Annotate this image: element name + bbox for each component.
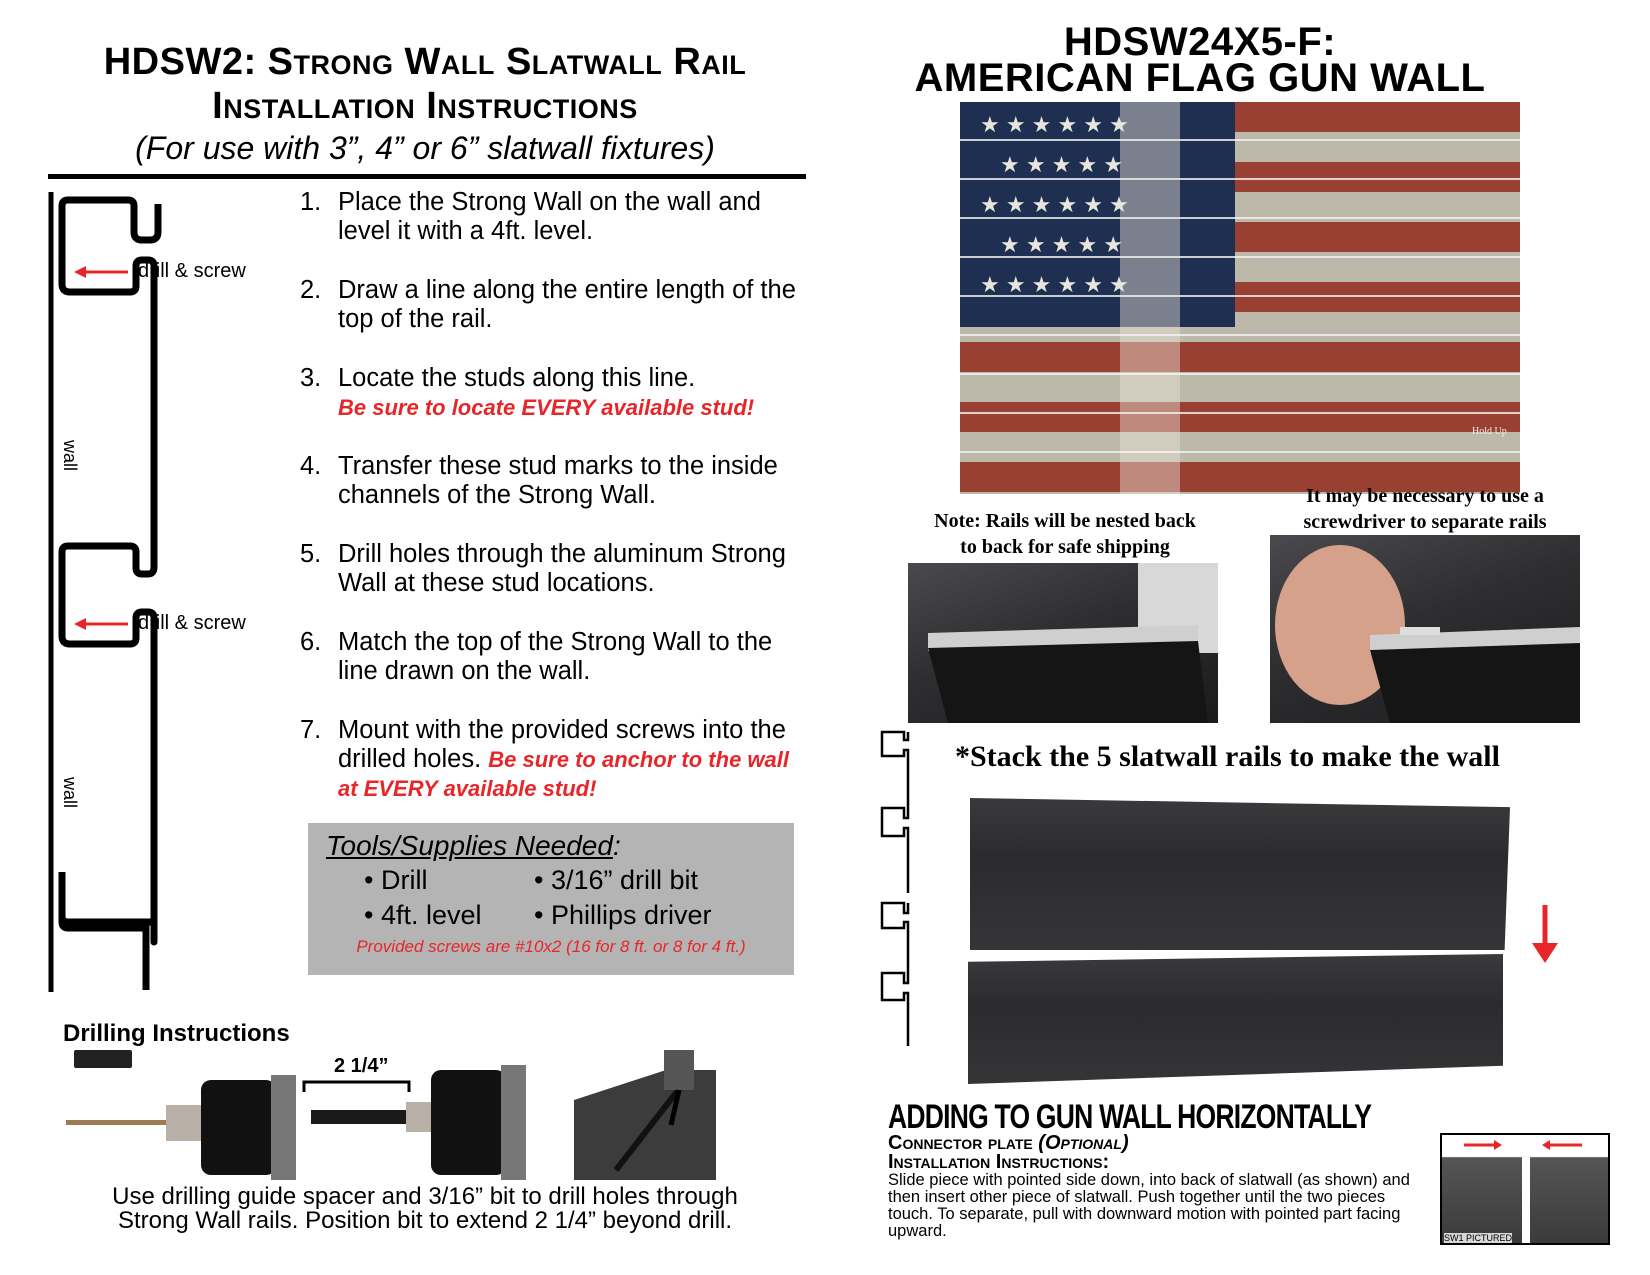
slatwall-rail-top (970, 798, 1510, 950)
step-1 (300, 188, 810, 246)
left-page-subtitle: (For use with 3”, 4” or 6” slatwall fixtures) (135, 130, 715, 166)
stack-rails-instruction: *Stack the 5 slatwall rails to make the wall (955, 740, 1500, 773)
step-3 (300, 364, 810, 422)
step-number: 1. (300, 188, 322, 216)
note-line: Note: Rails will be nested back (934, 510, 1196, 532)
tools-title: Tools/Supplies Needed (326, 830, 613, 861)
rail-cross-section-icon (908, 563, 1218, 723)
step-number: 3. (300, 364, 322, 392)
down-arrow-icon (1530, 905, 1560, 970)
adding-horizontally-title: ADDING TO GUN WALL HORIZONTALLY (888, 1098, 1372, 1136)
drill-illustration-icon (66, 1050, 776, 1185)
connector-plate-thumbnail (1440, 1133, 1610, 1245)
slatwall-rail-bottom (968, 954, 1503, 1084)
tools-title-colon: : (612, 830, 621, 861)
drilling-caption-line-1: Use drilling guide spacer and 3/16” bit to drill holes through (112, 1183, 738, 1210)
step-number: 6. (300, 628, 322, 656)
note-line: to back for safe shipping (960, 536, 1170, 558)
left-page-title (40, 40, 810, 128)
step-text: Transfer these stud marks to the inside channels of the Strong Wall. (338, 452, 778, 509)
product-code: HDSW24X5-F: (1063, 20, 1337, 64)
drilling-photos (66, 1050, 776, 1180)
tool-item: • 4ft. level (364, 900, 482, 930)
step-text: Match the top of the Strong Wall to the line drawn on the wall. (338, 628, 773, 685)
svg-text:★ ★ ★ ★ ★ ★: ★ ★ ★ ★ ★ ★ (980, 112, 1129, 137)
drilling-instructions-title: Drilling Instructions (63, 1020, 290, 1047)
step-text: Locate the studs along this line. (338, 364, 696, 392)
svg-text:★ ★ ★ ★ ★ ★: ★ ★ ★ ★ ★ ★ (980, 192, 1129, 217)
connector-plate-heading (888, 1134, 1129, 1172)
american-flag-gun-wall-image (960, 102, 1520, 494)
step-text-wrap (338, 716, 810, 803)
connector-plate-label: Connector plate (888, 1132, 1033, 1154)
note-line: screwdriver to separate rails (1303, 511, 1547, 533)
tool-item: • Phillips driver (534, 900, 712, 930)
tool-item: • 3/16” drill bit (534, 865, 699, 895)
rail-profile-icon (46, 192, 276, 992)
right-page-title (850, 20, 1550, 100)
svg-text:★ ★ ★ ★ ★: ★ ★ ★ ★ ★ (1000, 152, 1124, 177)
stack-profile-diagram (878, 728, 918, 1048)
optional-label: (Optional) (1038, 1132, 1129, 1154)
svg-text:2 1/4”: 2 1/4” (334, 1055, 389, 1077)
svg-text:Hold Up: Hold Up (1472, 426, 1507, 437)
separate-rails-photo (1270, 535, 1580, 723)
nested-rails-photo (908, 563, 1218, 723)
thumbnail-caption: SW1 PICTURED (1444, 1233, 1513, 1243)
step-warning: Be sure to locate EVERY available stud! (338, 395, 755, 420)
step-2 (300, 276, 810, 334)
rail-profile-diagram (46, 192, 276, 992)
step-6 (300, 628, 810, 686)
installation-instructions-label: Installation Instructions: (888, 1151, 1110, 1173)
step-7 (300, 716, 810, 803)
tool-item: • Drill (364, 865, 428, 895)
wall-label-1: wall (60, 440, 80, 472)
wall-label-2: wall (60, 777, 80, 809)
title-line-1: HDSW2: Strong Wall Slatwall Rail (103, 41, 747, 83)
drilling-caption (40, 1185, 810, 1233)
tools-list (364, 863, 776, 933)
drilling-caption-line-2: Strong Wall rails. Position bit to extend 2 1/4” beyond drill. (117, 1207, 733, 1234)
drill-screw-label-1: drill & screw (138, 260, 246, 282)
step-4 (300, 452, 810, 510)
step-text: Drill holes through the aluminum Strong Wall at these stud locations. (338, 540, 786, 597)
flag-image-icon (960, 102, 1520, 494)
title-divider (48, 174, 806, 179)
svg-text:★ ★ ★ ★ ★: ★ ★ ★ ★ ★ (1000, 232, 1124, 257)
connector-instructions-text: Slide piece with pointed side down, into back of slatwall (as shown) and then insert other piece of slatwall. Push together until the two pieces touch. To separate, pull with downward motion with pointed part facing upward. (888, 1171, 1410, 1240)
screwdriver-separation-icon (1270, 535, 1580, 723)
title-line-2: Installation Instructions (212, 85, 638, 127)
screwdriver-note (1260, 483, 1590, 535)
step-text: Mount with the provided screws into the drilled holes. (338, 716, 786, 773)
step-number: 2. (300, 276, 322, 304)
step-text-wrap (338, 364, 810, 422)
rail-profile-small-icon (878, 728, 918, 1048)
installation-steps (300, 188, 810, 833)
tools-supplies-box (308, 823, 794, 975)
step-number: 7. (300, 716, 322, 744)
drill-screw-label-2: drill & screw (138, 612, 246, 634)
step-text: Draw a line along the entire length of the top of the rail. (338, 276, 796, 333)
step-warning: Be sure to anchor to the wall at EVERY available stud! (338, 747, 789, 801)
product-name: AMERICAN FLAG GUN WALL (914, 56, 1486, 100)
step-text: Place the Strong Wall on the wall and level it with a 4ft. level. (338, 188, 761, 245)
nested-rails-note (900, 508, 1230, 560)
step-5 (300, 540, 810, 598)
connector-arrows-icon (1442, 1135, 1608, 1243)
screws-note: Provided screws are #10x2 (16 for 8 ft. or 8 for 4 ft.) (356, 937, 746, 956)
step-number: 4. (300, 452, 322, 480)
svg-text:★ ★ ★ ★ ★ ★: ★ ★ ★ ★ ★ ★ (980, 272, 1129, 297)
step-number: 5. (300, 540, 322, 568)
note-line: It may be necessary to use a (1306, 485, 1544, 507)
